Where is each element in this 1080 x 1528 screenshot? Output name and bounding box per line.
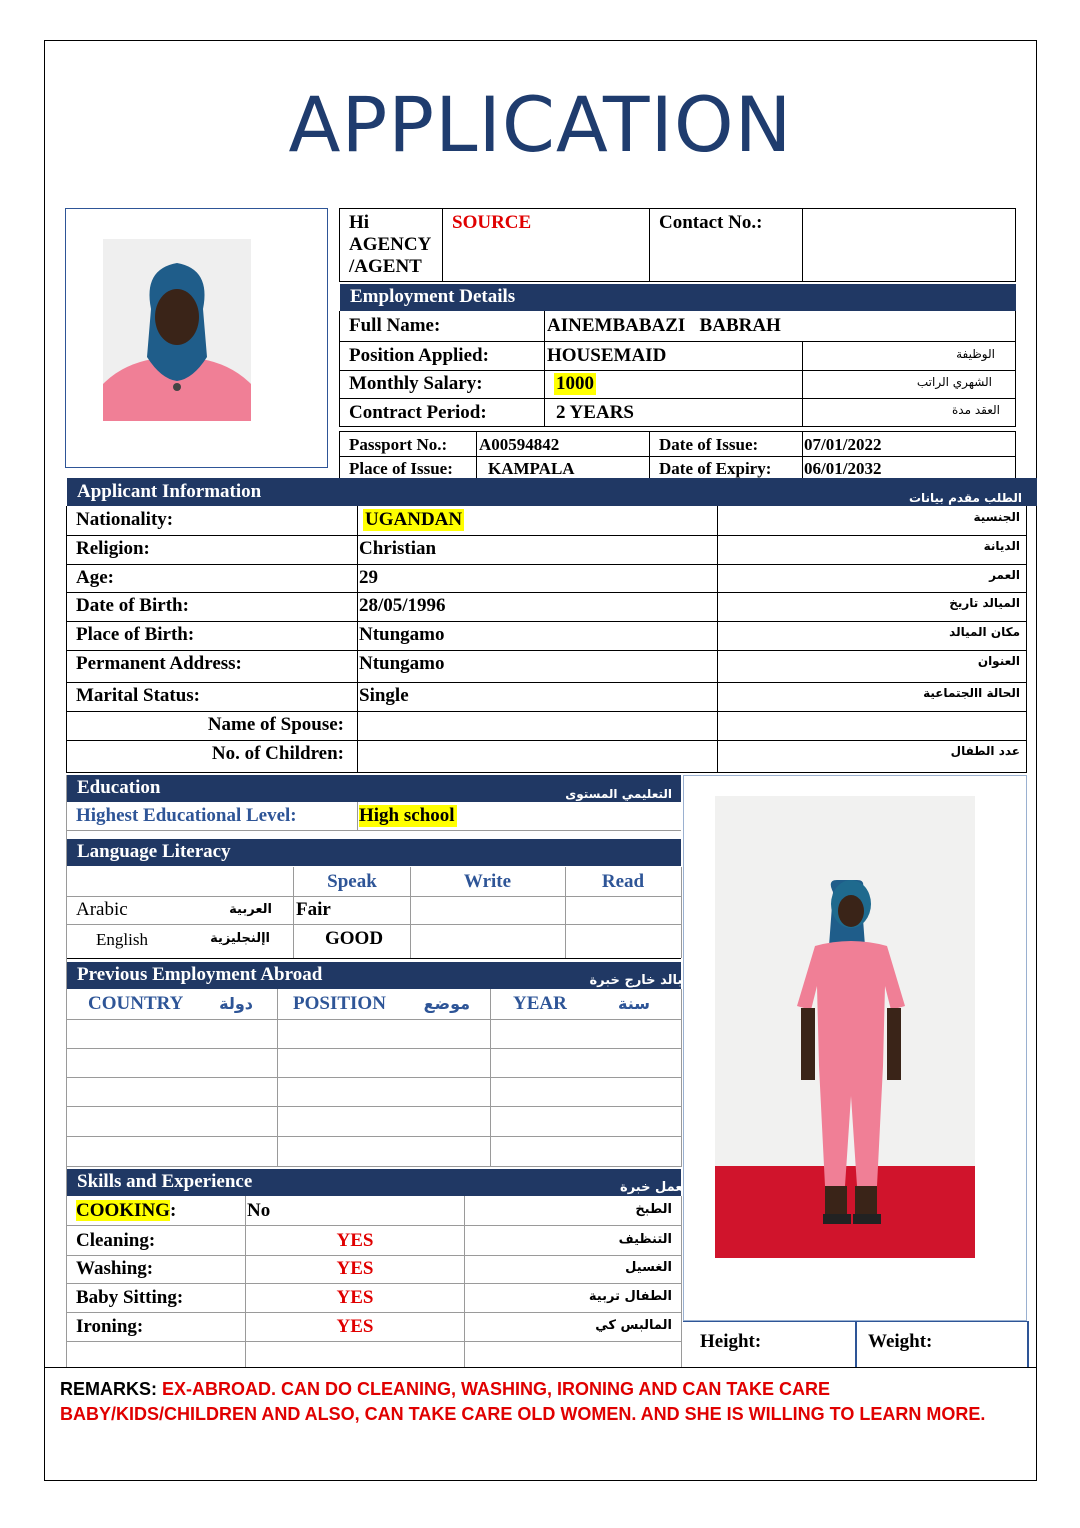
education-header: Education التعليمي المستوى — [67, 775, 681, 802]
grid-line — [67, 1283, 681, 1284]
full-name-label: Full Name: — [349, 315, 441, 336]
portrait-photo — [103, 239, 251, 421]
grid-line — [67, 1312, 681, 1313]
employment-header: Employment Details — [340, 284, 1016, 311]
passport-no-value: A00594842 — [479, 435, 560, 454]
skill-label-ar: المالبس كي — [595, 1318, 672, 1333]
applicant-label: Date of Birth: — [76, 595, 189, 616]
col-country-ar: دولة — [219, 994, 253, 1013]
applicant-label-ar: الحالة االجتماعية — [923, 686, 1020, 700]
grid-line — [67, 1255, 681, 1256]
issue-date-value: 07/01/2022 — [804, 435, 882, 454]
skill-value: YES — [336, 1287, 374, 1308]
weight-label: Weight: — [868, 1331, 933, 1352]
applicant-label-ar: الديانة — [983, 539, 1020, 553]
grid-line — [357, 506, 358, 772]
grid-line — [66, 650, 1027, 651]
full-name-value: AINEMBABAZI BABRAH — [547, 315, 781, 336]
grid-line — [67, 1341, 681, 1342]
applicant-label: Permanent Address: — [76, 653, 242, 674]
contract-value: 2 YEARS — [556, 402, 634, 423]
col-speak: Speak — [327, 871, 377, 892]
body-photo — [715, 796, 975, 1258]
remarks-line2: BABY/KIDS/CHILDREN AND ALSO, CAN TAKE CARE OLD WOMEN. AND SHE IS WILLING TO LEARN MORE. — [60, 1404, 986, 1424]
language-header: Language Literacy — [67, 839, 681, 866]
skill-value: YES — [336, 1230, 374, 1251]
applicant-label-ar: عدد الطفال — [950, 744, 1020, 758]
col-read: Read — [601, 871, 645, 892]
language-arabic-ar: العربية — [229, 902, 272, 917]
language-english-ar: اإلنجليزية — [210, 931, 270, 946]
applicant-label-ar: الميالد تاريخ — [949, 596, 1020, 610]
grid-line — [67, 1225, 681, 1226]
applicant-label-ar: العمر — [989, 568, 1020, 582]
skill-label: Baby Sitting: — [76, 1287, 184, 1308]
applicant-label: Place of Birth: — [76, 624, 195, 645]
grid-line — [66, 711, 1027, 712]
grid-line — [717, 506, 718, 772]
remarks — [60, 1377, 1020, 1427]
applicant-value: 28/05/1996 — [359, 595, 446, 616]
expiry-label: Date of Expiry: — [659, 459, 772, 478]
salary-label: Monthly Salary: — [349, 373, 483, 394]
place-issue-value: KAMPALA — [488, 459, 575, 478]
applicant-label: Name of Spouse: — [207, 714, 344, 735]
education-level-label: Highest Educational Level: — [76, 805, 297, 826]
col-year-ar: سنة — [618, 994, 650, 1013]
grid-line — [66, 740, 1027, 741]
skill-label: Cleaning: — [76, 1230, 156, 1251]
applicant-value: UGANDAN — [365, 509, 463, 530]
expiry-value: 06/01/2032 — [804, 459, 882, 478]
skill-value: No — [247, 1200, 271, 1221]
skill-label-ar: الطبخ — [635, 1202, 672, 1217]
body-photo-frame — [683, 775, 1027, 1321]
passport-no-label: Passport No.: — [349, 435, 448, 454]
skill-label-ar: الطفال تربية — [588, 1289, 672, 1304]
skill-value: YES — [336, 1258, 374, 1279]
position-label: Position Applied: — [349, 345, 489, 366]
issue-date-label: Date of Issue: — [659, 435, 759, 454]
grid-line — [1026, 506, 1027, 772]
english-speak: GOOD — [325, 928, 384, 949]
grid-line — [66, 621, 1027, 622]
grid-line — [66, 682, 1027, 683]
grid-line — [66, 535, 1027, 536]
page-title: APPLICATION — [288, 80, 793, 169]
col-write: Write — [463, 871, 512, 892]
applicant-label-ar: العنوان — [977, 654, 1020, 668]
contract-label: Contract Period: — [349, 402, 487, 423]
applicant-label-ar: مكان الميالد — [949, 625, 1020, 639]
skill-label-ar: الغسيل — [625, 1260, 672, 1275]
col-position: POSITION — [293, 993, 386, 1014]
applicant-label: Age: — [76, 567, 114, 588]
position-value: HOUSEMAID — [547, 345, 667, 366]
height-label: Height: — [700, 1331, 762, 1352]
skill-label-ar: التنظيف — [618, 1232, 672, 1247]
contact-field[interactable] — [803, 209, 1015, 281]
grid-line — [66, 772, 1027, 773]
applicant-value: Christian — [359, 538, 437, 559]
portrait-photo-frame — [65, 208, 328, 468]
applicant-value: Ntungamo — [359, 624, 445, 645]
applicant-header: Applicant Information الطلب مقدم بيانات — [67, 478, 1037, 506]
applicant-value: Single — [359, 685, 409, 706]
grid-line — [66, 506, 67, 772]
skills-header: Skills and Experience العمل خبرة — [67, 1169, 681, 1196]
grid-line — [66, 592, 1027, 593]
salary-value: 1000 — [556, 373, 594, 394]
position-ar: الوظيفة — [956, 347, 995, 361]
salary-ar: الشهري الراتب — [916, 375, 992, 389]
place-issue-label: Place of Issue: — [349, 459, 453, 478]
col-position-ar: موضع — [423, 994, 470, 1013]
prev-employment-header: Previous Employment Abroad البالد خارج خبرة — [67, 962, 681, 989]
applicant-label: Nationality: — [76, 509, 174, 530]
source-label: SOURCE — [452, 212, 532, 233]
applicant-label: Religion: — [76, 538, 150, 559]
remarks-label: REMARKS: — [60, 1379, 157, 1399]
skill-label: COOKING: — [76, 1200, 177, 1221]
applicant-value: Ntungamo — [359, 653, 445, 674]
language-english: English — [96, 930, 148, 949]
skill-value: YES — [336, 1316, 374, 1337]
skill-label: Ironing: — [76, 1316, 144, 1337]
applicant-label-ar: الجنسية — [973, 510, 1020, 524]
col-year: YEAR — [513, 993, 567, 1014]
skill-label: Washing: — [76, 1258, 154, 1279]
applicant-label: No. of Children: — [211, 743, 344, 764]
contact-label: Contact No.: — [659, 212, 763, 233]
language-arabic: Arabic — [76, 899, 128, 920]
remarks-line1: EX-ABROAD. CAN DO CLEANING, WASHING, IRONING AND CAN TAKE CARE — [162, 1379, 831, 1399]
grid-line — [66, 564, 1027, 565]
applicant-value: 29 — [359, 567, 378, 588]
arabic-speak: Fair — [296, 899, 331, 920]
agency-label: Hi AGENCY /AGENT — [349, 212, 432, 277]
contract-ar: العقد مدة — [952, 403, 1000, 417]
col-country: COUNTRY — [88, 993, 184, 1014]
education-level-value: High school — [359, 805, 455, 826]
applicant-label: Marital Status: — [76, 685, 201, 706]
